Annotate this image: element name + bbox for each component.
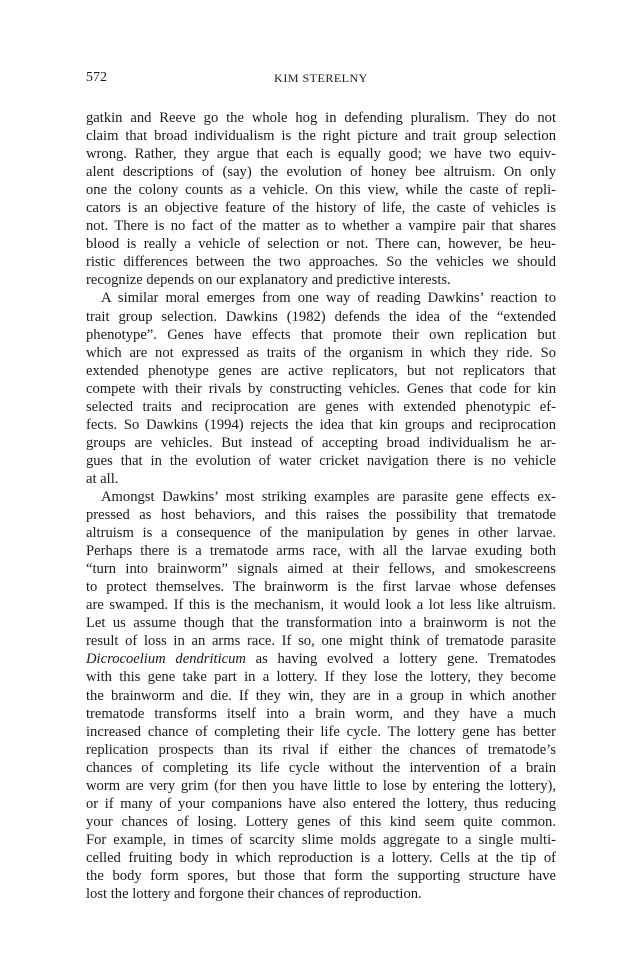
text-line: replication prospects than its rival if either the chances of trematode’s [86,741,556,758]
text-line: “turn into brainworm” signals aimed at their fellows, and smokescreens [86,561,556,578]
body-text [86,109,556,903]
text-line: blood is really a vehicle of selection or not. There can, however, be heu- [86,236,556,253]
text-line: trematode transforms itself into a brain worm, and they have a much [86,705,556,722]
text-line: Perhaps there is a trematode arms race, with all the larvae exuding both [86,543,556,560]
paragraph [86,488,556,903]
text-line: worm are very grim (for then you have little to lose by entering the lottery), [86,777,556,794]
text-line: with this gene take part in a lottery. If they lose the lottery, they become [86,669,556,686]
text-line: selected traits and reciprocation are genes with extended phenotypic ef- [86,398,556,415]
text-line: pressed as host behaviors, and this raises the possibility that trematode [86,507,556,524]
text-line: recognize depends on our explanatory and predictive interests. [86,272,451,289]
running-head-author: KIM STERELNY [274,71,368,85]
text-line: fects. So Dawkins (1994) rejects the idea that kin groups and reciprocation [86,416,556,433]
text-line: increased chance of completing their life cycle. The lottery gene has better [86,723,556,740]
text-line: or if many of your companions have also entered the lottery, thus reducing [86,795,556,812]
text-line: cators is an objective feature of the history of life, the caste of vehicles is [86,200,556,217]
text-line: ristic differences between the two approaches. So the vehicles we should [86,254,556,271]
text-line: lost the lottery and forgone their chances of reproduction. [86,886,422,903]
text-line: phenotype”. Genes have effects that promote their own replication but [86,326,556,343]
text-line: wrong. Rather, they argue that each is equally good; we have two equiv- [86,146,556,163]
text-line: the body form spores, but those that form the supporting structure have [86,867,556,884]
text-line: claim that broad individualism is the right picture and trait group selection [86,128,556,145]
running-head [86,70,556,96]
text-line: alent descriptions of (say) the evolution of honey bee altruism. On only [86,164,556,181]
text-line: at all. [86,470,119,487]
text-line: groups are vehicles. But instead of accepting broad individualism he ar- [86,434,556,451]
text-line: gatkin and Reeve go the whole hog in defending pluralism. They do not [86,110,556,126]
text-line: which are not expressed as traits of the organism in which they ride. So [86,344,556,361]
paragraph [86,109,556,289]
text-line: gues that in the evolution of water cricket navigation there is no vehicle [86,452,556,469]
text-line: extended phenotype genes are active replicators, but not replicators that [86,362,556,379]
page-number: 572 [86,70,107,85]
text-line: celled fruiting body in which reproduction is a lottery. Cells at the tip of [86,849,556,866]
text-line: altruism is a consequence of the manipulation by genes in other larvae. [86,525,556,542]
text-line: compete with their rivals by constructing vehicles. Genes that code for kin [86,380,556,397]
species-name: Dicrocoelium dendriticum [86,651,246,668]
text-line: trait group selection. Dawkins (1982) defends the idea of the “extended [86,308,556,325]
text-line: are swamped. If this is the mechanism, it would look a lot less like altruism. [86,597,556,614]
text-line: Let us assume though that the transformation into a brainworm is not the [86,615,556,632]
text-line: the brainworm and die. If they win, they are in a group in which another [86,687,556,704]
text-line: your chances of losing. Lottery genes of this kind seem quite common. [86,813,556,830]
text-line: Amongst Dawkins’ most striking examples are parasite gene effects ex- [101,488,556,505]
text-line: result of loss in an arms race. If so, one might think of trematode parasite [86,633,556,650]
text-line: A similar moral emerges from one way of reading Dawkins’ reaction to [101,290,556,307]
text-line-with-species-name [86,650,556,668]
book-page [86,70,556,903]
text-line: to protect themselves. The brainworm is the first larvae whose defenses [86,579,556,596]
text-line: For example, in times of scarcity slime molds aggregate to a single multi- [86,831,556,848]
text-line: chances of completing its life cycle without the intervention of a brain [86,759,556,776]
paragraph [86,289,556,488]
text-line-rest: as having evolved a lottery gene. Trematodes [245,651,556,668]
text-line: not. There is no fact of the matter as to whether a vampire pair that shares [86,218,556,235]
text-line: one the colony counts as a vehicle. On this view, while the caste of repli- [86,182,556,199]
